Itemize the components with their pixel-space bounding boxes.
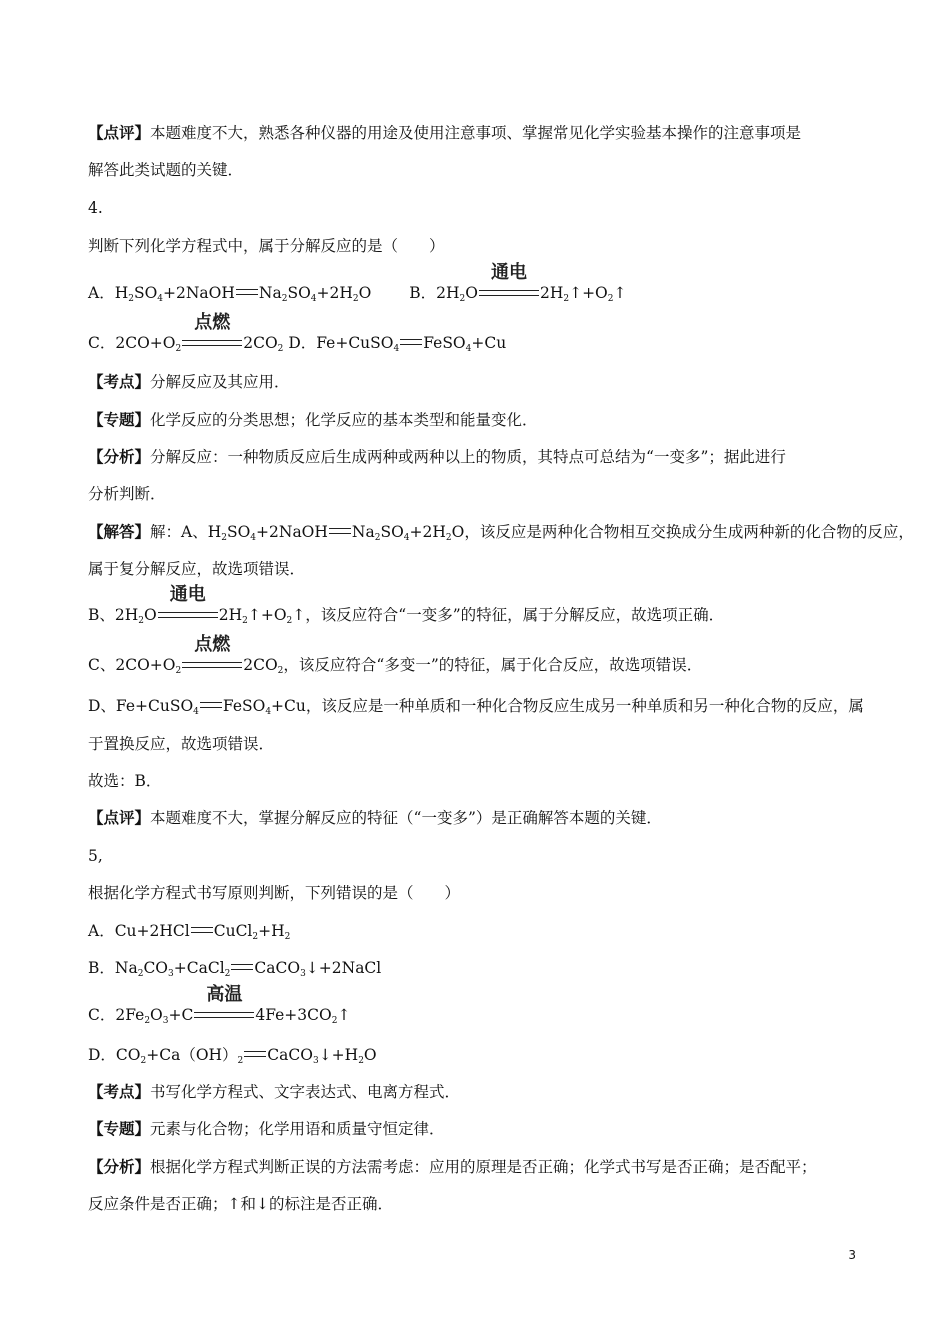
equals-sign — [329, 528, 351, 534]
equals-sign — [191, 927, 213, 933]
jieda-b-line: B、$2H_2O$ 通电 $2H_2↑+O_2↑$，该反应符合“一变多”的特征，属于分解反应，故选项正确． — [88, 584, 725, 626]
review-q4-line — [88, 808, 662, 828]
formula-part: ↑+O — [569, 284, 608, 302]
kaodian-tag: 【考点】 — [88, 372, 151, 391]
jieda-d-line1: D、Fe+CuSO$_4$ FeSO$_4$+Cu，该反应是一种单质和一种化合物反应生成另一种单质和另一种化合物的反应，属 — [88, 697, 864, 717]
formula-part: 4Fe+3CO — [255, 1006, 332, 1024]
fenxi-line2: 分析判断． — [88, 485, 166, 503]
formula-part: O — [144, 606, 157, 624]
condition-text: 高温 — [206, 984, 243, 1005]
jieda-text: B、2H — [88, 606, 139, 624]
formula-part: CaCO — [267, 1046, 313, 1064]
review-text: 解答此类试题的关键． — [88, 161, 244, 179]
answer-line: 故选：B． — [88, 772, 162, 790]
formula-part: +H — [258, 922, 285, 940]
question-number: 5, — [88, 847, 103, 865]
option-c: C．$2Fe_2O_3+C$ 高温 $4Fe+3CO_2↑$ — [88, 984, 351, 1026]
jieda-text: 解：A、H — [150, 523, 222, 541]
zhuanti-text: 元素与化合物；化学用语和质量守恒定律． — [150, 1120, 445, 1138]
question-number: 4. — [88, 199, 103, 217]
option-d: D．Fe+CuSO — [288, 334, 394, 352]
condition-text: 通电 — [169, 584, 206, 605]
jieda-d-line2: 于置换反应，故选项错误． — [88, 735, 275, 753]
jieda-text: C、2CO+O — [88, 656, 176, 674]
reaction-condition — [479, 262, 539, 300]
jieda-text: ，该反应符合“多变一”的特征，属于化合反应，故选项错误． — [283, 656, 703, 674]
formula-part: 2CO — [243, 334, 278, 352]
equals-sign — [244, 1051, 266, 1057]
formula-part: C．2Fe — [88, 1006, 145, 1024]
formula-part: SO — [133, 284, 158, 302]
formula-part: SO — [380, 523, 404, 541]
zhuanti-line — [88, 410, 538, 430]
formula-part: +C — [168, 1006, 194, 1024]
option-b: B．$Na_2CO_3+CaCl_2$ CaCO$_3$↓+2NaCl — [88, 959, 382, 979]
option-c: C．2CO+O — [88, 334, 176, 352]
zhuanti-tag: 【专题】 — [88, 410, 151, 429]
jieda-text: D、Fe+CuSO — [88, 697, 194, 715]
formula-part: SO — [226, 523, 251, 541]
formula-part: ↓+2NaCl — [305, 959, 382, 977]
kaodian-text: 分解反应及其应用． — [150, 373, 290, 391]
formula-part: Na — [258, 284, 282, 302]
formula-part: ↓+H — [318, 1046, 359, 1064]
equals-sign — [200, 702, 222, 708]
review-text: 本题难度不大，熟悉各种仪器的用途及使用注意事项、掌握常见化学实验基本操作的注意事项是 — [150, 124, 802, 142]
formula-part: +2H — [409, 523, 446, 541]
formula-part: ↑ — [613, 284, 627, 302]
reaction-condition — [194, 984, 254, 1022]
fenxi-tag: 【分析】 — [88, 1157, 151, 1176]
formula-part: ↑ — [337, 1006, 351, 1024]
formula-part: 2H — [539, 284, 564, 302]
option-a-b: A．$H_2SO_4+2NaOH$ $Na_2SO_4+2H_2O$ B．$2H_2O$ 通电 $2H_2↑+O_2↑$ — [88, 262, 627, 304]
formula-part: CaCO — [254, 959, 301, 977]
reaction-condition — [182, 312, 242, 350]
option-c-d: C．$2CO+O_2$ 点燃 $2CO_2$ D．Fe+CuSO$_4$ FeSO$_4$+Cu — [88, 312, 507, 354]
formula-part: O — [150, 1006, 163, 1024]
fenxi-line2: 反应条件是否正确；↑和↓的标注是否正确． — [88, 1195, 393, 1213]
formula-part: O — [358, 284, 372, 302]
formula-part: 2H — [218, 606, 243, 624]
formula-part: +2NaOH — [256, 523, 328, 541]
formula-part: 2CO — [243, 656, 278, 674]
jieda-tag: 【解答】 — [88, 522, 151, 541]
formula-part: ↑+O — [247, 606, 287, 624]
zhuanti-line — [88, 1119, 445, 1139]
formula-part: FeSO — [222, 697, 266, 715]
option-a: A．H — [88, 284, 129, 302]
option-d: D．$CO_2+Ca(OH)_2$ $CaCO_3↓+H_2O$ — [88, 1046, 377, 1066]
fenxi-line1 — [88, 447, 786, 467]
formula-part: Na — [351, 523, 375, 541]
review-text: 本题难度不大，掌握分解反应的特征（“一变多”）是正确解答本题的关键． — [150, 809, 662, 827]
kaodian-line — [88, 372, 290, 392]
condition-text: 点燃 — [194, 634, 231, 655]
review-q3-line1 — [88, 123, 801, 143]
question-stem: 判断下列化学方程式中，属于分解反应的是（ ） — [88, 237, 445, 255]
review-tag: 【点评】 — [88, 808, 151, 827]
question-stem: 根据化学方程式书写原则判断，下列错误的是（ ） — [88, 884, 461, 902]
jieda-a-line2: 属于复分解反应，故选项错误． — [88, 560, 306, 578]
formula-part: +Cu — [471, 334, 507, 352]
reaction-condition — [182, 634, 242, 672]
condition-text: 点燃 — [194, 312, 231, 333]
zhuanti-text: 化学反应的分类思想；化学反应的基本类型和能量变化． — [150, 411, 538, 429]
formula-part: D．CO — [88, 1046, 141, 1064]
reaction-condition — [158, 584, 218, 622]
equals-sign — [236, 289, 258, 295]
fenxi-line1 — [88, 1157, 817, 1177]
formula-part: O — [363, 1046, 377, 1064]
fenxi-text: 分解反应：一种物质反应后生成两种或两种以上的物质，其特点可总结为“一变多”；据此进行 — [150, 448, 786, 466]
jieda-text: O，该反应是两种化合物相互交换成分生成两种新的化合物的反应， — [451, 523, 914, 541]
formula-part: SO — [287, 284, 311, 302]
formula-part: CuCl — [213, 922, 253, 940]
formula-part: +2H — [316, 284, 353, 302]
formula-part: O — [465, 284, 478, 302]
zhuanti-tag: 【专题】 — [88, 1119, 151, 1138]
jieda-text: +Cu，该反应是一种单质和一种化合物反应生成另一种单质和另一种化合物的反应，属 — [271, 697, 864, 715]
kaodian-line — [88, 1082, 460, 1102]
kaodian-text: 书写化学方程式、文字表达式、电离方程式． — [150, 1083, 461, 1101]
equals-sign — [400, 339, 422, 345]
formula-part: +CaCl — [173, 959, 225, 977]
formula-part: A．Cu+2HCl — [88, 922, 190, 940]
fenxi-tag: 【分析】 — [88, 447, 151, 466]
formula-part: +Ca（OH） — [146, 1046, 238, 1064]
review-tag: 【点评】 — [88, 123, 151, 142]
kaodian-tag: 【考点】 — [88, 1082, 151, 1101]
review-q3-line2 — [88, 160, 243, 180]
formula-part: CO — [143, 959, 169, 977]
option-b: B．2H — [409, 284, 460, 302]
jieda-c-line: C、$2CO+O_2$ 点燃 $2CO_2$，该反应符合“多变一”的特征，属于化合反应，故选项错误． — [88, 634, 703, 676]
page-number: 3 — [848, 1248, 856, 1262]
formula-part: B．Na — [88, 959, 138, 977]
formula-part: +2NaOH — [163, 284, 235, 302]
jieda-text: ↑，该反应符合“一变多”的特征，属于分解反应，故选项正确． — [292, 606, 725, 624]
equals-sign — [231, 964, 253, 970]
condition-text: 通电 — [490, 262, 527, 283]
jieda-a-line1: 【解答】解：A、$H_2SO_4+2NaOH$ $Na_2SO_4+2H_2O$，该反应是两种化合物相互交换成分生成两种新的化合物的反应， — [88, 522, 914, 543]
fenxi-text: 根据化学方程式判断正误的方法需考虑：应用的原理是否正确；化学式书写是否正确；是否配平； — [150, 1158, 817, 1176]
option-a: A．Cu+2HCl $CuCl_2+H_2$ — [88, 922, 291, 942]
formula-part: FeSO — [423, 334, 466, 352]
